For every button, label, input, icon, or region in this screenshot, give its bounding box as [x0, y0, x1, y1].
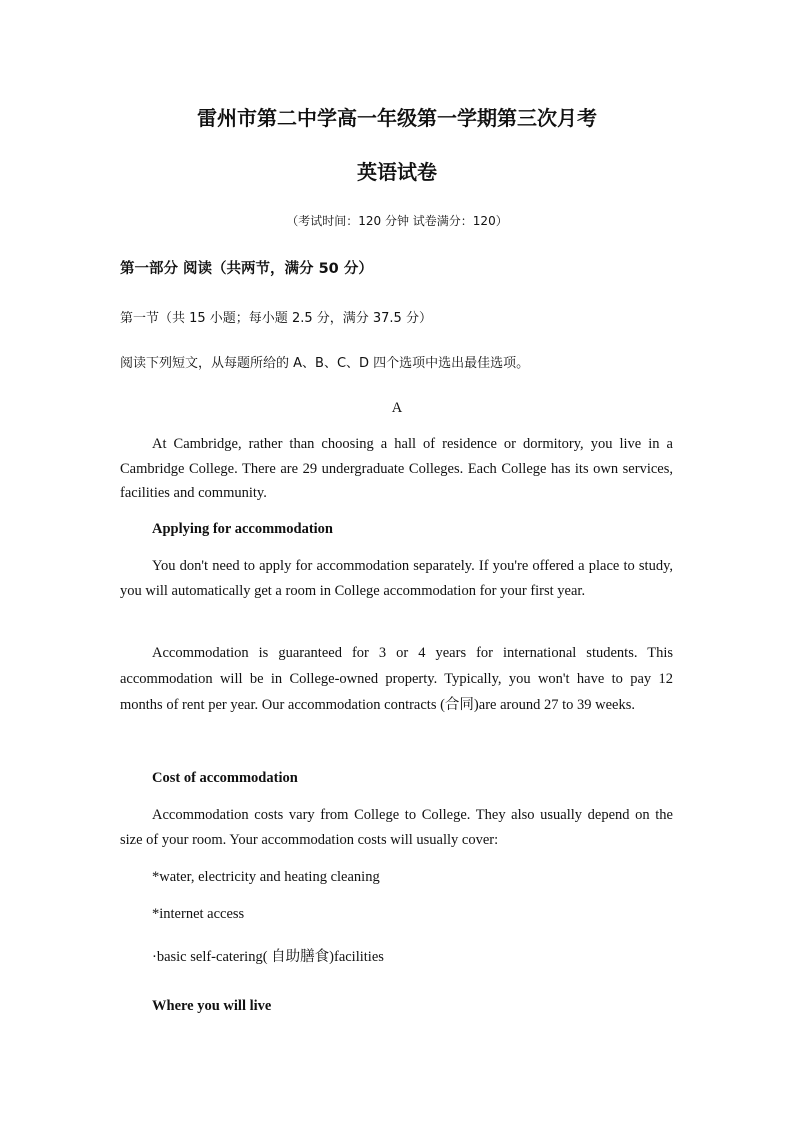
- cost-heading: Cost of accommodation: [152, 770, 298, 786]
- applying-paragraph-1: You don't need to apply for accommodation separately. If you're offered a place to study, you will automatically get a room in College accommodation for your first year.: [120, 558, 673, 599]
- exam-subtitle: 英语试卷: [357, 160, 437, 184]
- passage-intro: At Cambridge, rather than choosing a hall of residence or dormitory, you live in a Cambridge College. There are 29 undergraduate Colleges. Each College has its own services, facilities and community.: [120, 436, 673, 501]
- applying-heading: Applying for accommodation: [152, 521, 333, 537]
- applying-paragraph-2: Accommodation is guaranteed for 3 or 4 years for international students. This accommodation will be in College-owned property. Typically, you won't have to pay 12 months of rent per year. Our accommodation contracts (合同)are around 27 to 39 weeks.: [120, 645, 673, 713]
- section-instruction: 阅读下列短文，从每题所给的 A、B、C、D 四个选项中选出最佳选项。: [120, 356, 530, 371]
- cost-item-utilities: *water, electricity and heating cleaning: [152, 869, 380, 885]
- passage-label: A: [391, 400, 403, 416]
- cost-paragraph: Accommodation costs vary from College to College. They also usually depend on the size of your room. Your accommodation costs will usually cover:: [120, 807, 673, 848]
- section-heading: 第一节（共 15 小题；每小题 2.5 分，满分 37.5 分）: [120, 311, 432, 326]
- cost-item-internet: *internet access: [152, 906, 245, 922]
- exam-info: （考试时间：120 分钟 试卷满分：120）: [286, 214, 508, 228]
- exam-title: 雷州市第二中学高一年级第一学期第三次月考: [197, 106, 597, 130]
- where-heading: Where you will live: [152, 998, 272, 1014]
- part-heading: 第一部分 阅读（共两节，满分 50 分）: [120, 261, 373, 277]
- cost-item-self-catering: ·basic self-catering( 自助膳食)facilities: [152, 949, 384, 965]
